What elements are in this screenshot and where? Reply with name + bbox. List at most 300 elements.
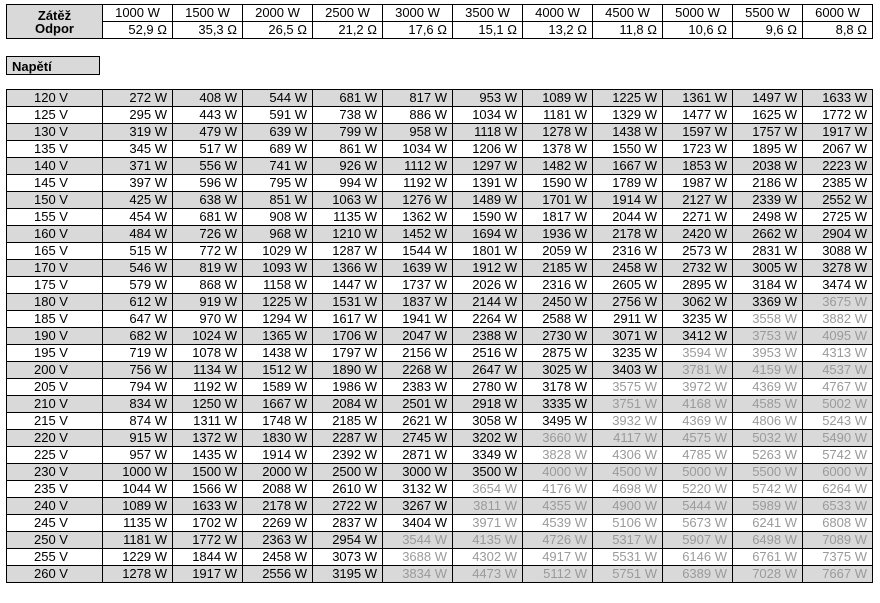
power-cell: 795 W [243, 175, 313, 192]
power-cell: 397 W [103, 175, 173, 192]
resistance-label: Odpor [35, 20, 74, 36]
power-cell: 1438 W [593, 124, 663, 141]
power-cell: 5742 W [733, 481, 803, 498]
power-cell: 1294 W [243, 311, 313, 328]
voltage-cell: 180 V [7, 294, 103, 311]
power-cell: 4355 W [523, 498, 593, 515]
power-cell: 3654 W [453, 481, 523, 498]
power-cell: 2067 W [803, 141, 873, 158]
power-cell: 1210 W [313, 226, 383, 243]
power-cell: 6389 W [663, 566, 733, 583]
power-cell: 819 W [173, 260, 243, 277]
resistance-value: 10,6 Ω [663, 22, 733, 39]
power-cell: 6808 W [803, 515, 873, 532]
power-cell: 1181 W [103, 532, 173, 549]
power-cell: 861 W [313, 141, 383, 158]
load-value: 3000 W [383, 5, 453, 22]
power-cell: 689 W [243, 141, 313, 158]
power-cell: 2127 W [663, 192, 733, 209]
power-cell: 1158 W [243, 277, 313, 294]
power-cell: 2500 W [313, 464, 383, 481]
power-cell: 2186 W [733, 175, 803, 192]
voltage-cell: 175 V [7, 277, 103, 294]
power-cell: 2084 W [313, 396, 383, 413]
power-cell: 4767 W [803, 379, 873, 396]
power-cell: 3195 W [313, 566, 383, 583]
power-cell: 4900 W [593, 498, 663, 515]
power-cell: 2911 W [593, 311, 663, 328]
power-cell: 1361 W [663, 90, 733, 107]
power-cell: 3753 W [733, 328, 803, 345]
power-cell: 3544 W [383, 532, 453, 549]
power-cell: 2047 W [383, 328, 453, 345]
power-cell: 4302 W [453, 549, 523, 566]
power-cell: 5490 W [803, 430, 873, 447]
power-cell: 968 W [243, 226, 313, 243]
power-cell: 886 W [383, 107, 453, 124]
table-row [7, 209, 873, 226]
power-cell: 1482 W [523, 158, 593, 175]
load-value: 2000 W [243, 5, 313, 22]
power-cell: 272 W [103, 90, 173, 107]
table-row [7, 379, 873, 396]
power-cell: 4306 W [593, 447, 663, 464]
table-row [7, 566, 873, 583]
power-cell: 1372 W [173, 430, 243, 447]
power-cell: 1633 W [173, 498, 243, 515]
power-cell: 2501 W [383, 396, 453, 413]
power-cell: 2605 W [593, 277, 663, 294]
power-cell: 4135 W [453, 532, 523, 549]
power-cell: 4369 W [663, 413, 733, 430]
power-cell: 6761 W [733, 549, 803, 566]
resistance-value: 15,1 Ω [453, 22, 523, 39]
power-cell: 6000 W [803, 464, 873, 481]
load-value: 2500 W [313, 5, 383, 22]
power-cell: 2223 W [803, 158, 873, 175]
power-cell: 3828 W [523, 447, 593, 464]
table-row [7, 90, 873, 107]
resistance-value: 9,6 Ω [733, 22, 803, 39]
power-cell: 957 W [103, 447, 173, 464]
power-cell: 2904 W [803, 226, 873, 243]
power-cell: 1078 W [173, 345, 243, 362]
power-cell: 2498 W [733, 209, 803, 226]
power-cell: 1566 W [173, 481, 243, 498]
power-cell: 772 W [173, 243, 243, 260]
power-cell: 2895 W [663, 277, 733, 294]
power-cell: 1297 W [453, 158, 523, 175]
power-cell: 1544 W [383, 243, 453, 260]
power-cell: 3178 W [523, 379, 593, 396]
load-resistance-header-table [6, 4, 873, 39]
power-cell: 1589 W [243, 379, 313, 396]
power-cell: 1225 W [243, 294, 313, 311]
power-cell: 2722 W [313, 498, 383, 515]
power-cell: 1112 W [383, 158, 453, 175]
power-cell: 7089 W [803, 532, 873, 549]
power-cell: 5317 W [593, 532, 663, 549]
voltage-cell: 130 V [7, 124, 103, 141]
power-cell: 1914 W [243, 447, 313, 464]
power-cell: 1044 W [103, 481, 173, 498]
power-cell: 544 W [243, 90, 313, 107]
power-cell: 6498 W [733, 532, 803, 549]
power-cell: 2392 W [313, 447, 383, 464]
power-cell: 3132 W [383, 481, 453, 498]
power-cell: 4698 W [593, 481, 663, 498]
table-row [7, 430, 873, 447]
power-cell: 799 W [313, 124, 383, 141]
power-cell: 5002 W [803, 396, 873, 413]
voltage-cell: 140 V [7, 158, 103, 175]
power-cell: 1118 W [453, 124, 523, 141]
power-cell: 2388 W [453, 328, 523, 345]
resistance-value: 35,3 Ω [173, 22, 243, 39]
table-row [7, 141, 873, 158]
power-cell: 1890 W [313, 362, 383, 379]
power-cell: 4537 W [803, 362, 873, 379]
power-cell: 3278 W [803, 260, 873, 277]
power-cell: 2725 W [803, 209, 873, 226]
load-value: 3500 W [453, 5, 523, 22]
power-cell: 5742 W [803, 447, 873, 464]
power-cell: 5220 W [663, 481, 733, 498]
power-cell: 1278 W [103, 566, 173, 583]
power-cell: 1391 W [453, 175, 523, 192]
power-cell: 3972 W [663, 379, 733, 396]
power-cell: 4917 W [523, 549, 593, 566]
power-cell: 3335 W [523, 396, 593, 413]
power-cell: 1278 W [523, 124, 593, 141]
voltage-cell: 185 V [7, 311, 103, 328]
power-cell: 2264 W [453, 311, 523, 328]
power-cell: 1590 W [523, 175, 593, 192]
power-cell: 1936 W [523, 226, 593, 243]
power-cell: 6533 W [803, 498, 873, 515]
power-cell: 2088 W [243, 481, 313, 498]
power-table [6, 89, 873, 583]
power-cell: 7375 W [803, 549, 873, 566]
power-cell: 3267 W [383, 498, 453, 515]
power-cell: 1986 W [313, 379, 383, 396]
power-cell: 1029 W [243, 243, 313, 260]
load-value: 4500 W [593, 5, 663, 22]
load-value: 6000 W [803, 5, 873, 22]
voltage-cell: 215 V [7, 413, 103, 430]
table-row [7, 481, 873, 498]
power-cell: 6241 W [733, 515, 803, 532]
power-cell: 1089 W [523, 90, 593, 107]
power-cell: 3058 W [453, 413, 523, 430]
power-cell: 546 W [103, 260, 173, 277]
power-cell: 1329 W [593, 107, 663, 124]
power-cell: 4806 W [733, 413, 803, 430]
power-cell: 738 W [313, 107, 383, 124]
power-cell: 2044 W [593, 209, 663, 226]
power-cell: 1757 W [733, 124, 803, 141]
power-cell: 5673 W [663, 515, 733, 532]
power-cell: 1276 W [383, 192, 453, 209]
power-cell: 953 W [453, 90, 523, 107]
power-cell: 2875 W [523, 345, 593, 362]
power-cell: 1597 W [663, 124, 733, 141]
power-cell: 1311 W [173, 413, 243, 430]
power-cell: 4785 W [663, 447, 733, 464]
power-cell: 6264 W [803, 481, 873, 498]
power-cell: 681 W [313, 90, 383, 107]
table-row [7, 396, 873, 413]
power-cell: 1452 W [383, 226, 453, 243]
power-cell: 3575 W [593, 379, 663, 396]
power-cell: 5907 W [663, 532, 733, 549]
power-cell: 1378 W [523, 141, 593, 158]
power-cell: 794 W [103, 379, 173, 396]
power-cell: 4313 W [803, 345, 873, 362]
power-cell: 1435 W [173, 447, 243, 464]
table-row [7, 549, 873, 566]
power-cell: 2458 W [243, 549, 313, 566]
power-cell: 741 W [243, 158, 313, 175]
voltage-cell: 125 V [7, 107, 103, 124]
power-cell: 1667 W [593, 158, 663, 175]
power-cell: 4176 W [523, 481, 593, 498]
power-cell: 1512 W [243, 362, 313, 379]
power-cell: 2573 W [663, 243, 733, 260]
power-cell: 1063 W [313, 192, 383, 209]
power-cell: 2756 W [593, 294, 663, 311]
voltage-cell: 245 V [7, 515, 103, 532]
power-cell: 556 W [173, 158, 243, 175]
load-value: 1000 W [103, 5, 173, 22]
power-cell: 5531 W [593, 549, 663, 566]
power-cell: 1941 W [383, 311, 453, 328]
power-cell: 1837 W [383, 294, 453, 311]
power-cell: 3088 W [803, 243, 873, 260]
voltage-cell: 230 V [7, 464, 103, 481]
power-cell: 1639 W [383, 260, 453, 277]
voltage-cell: 210 V [7, 396, 103, 413]
power-cell: 851 W [243, 192, 313, 209]
power-cell: 3558 W [733, 311, 803, 328]
power-cell: 1748 W [243, 413, 313, 430]
power-cell: 2831 W [733, 243, 803, 260]
voltage-cell: 120 V [7, 90, 103, 107]
table-row [7, 260, 873, 277]
power-cell: 3495 W [523, 413, 593, 430]
power-cell: 647 W [103, 311, 173, 328]
power-cell: 425 W [103, 192, 173, 209]
power-cell: 2316 W [523, 277, 593, 294]
power-cell: 1531 W [313, 294, 383, 311]
power-cell: 3412 W [663, 328, 733, 345]
power-cell: 1250 W [173, 396, 243, 413]
table-row [7, 498, 873, 515]
power-cell: 3073 W [313, 549, 383, 566]
load-value: 1500 W [173, 5, 243, 22]
power-cell: 2185 W [523, 260, 593, 277]
power-cell: 834 W [103, 396, 173, 413]
power-cell: 515 W [103, 243, 173, 260]
table-row [7, 532, 873, 549]
power-cell: 5500 W [733, 464, 803, 481]
power-cell: 1694 W [453, 226, 523, 243]
voltage-cell: 150 V [7, 192, 103, 209]
power-cell: 2059 W [523, 243, 593, 260]
power-cell: 2271 W [663, 209, 733, 226]
power-cell: 1500 W [173, 464, 243, 481]
power-cell: 1789 W [593, 175, 663, 192]
voltage-cell: 235 V [7, 481, 103, 498]
table-row [7, 124, 873, 141]
power-cell: 3000 W [383, 464, 453, 481]
power-cell: 1830 W [243, 430, 313, 447]
power-cell: 4117 W [593, 430, 663, 447]
power-cell: 1477 W [663, 107, 733, 124]
power-cell: 1287 W [313, 243, 383, 260]
power-cell: 639 W [243, 124, 313, 141]
power-cell: 1225 W [593, 90, 663, 107]
load-row [7, 5, 873, 22]
power-cell: 1135 W [313, 209, 383, 226]
voltage-cell: 195 V [7, 345, 103, 362]
power-cell: 2316 W [593, 243, 663, 260]
power-cell: 1772 W [173, 532, 243, 549]
power-cell: 2339 W [733, 192, 803, 209]
power-cell: 3005 W [733, 260, 803, 277]
power-cell: 2610 W [313, 481, 383, 498]
power-cell: 596 W [173, 175, 243, 192]
voltage-cell: 145 V [7, 175, 103, 192]
power-cell: 4168 W [663, 396, 733, 413]
table-row [7, 158, 873, 175]
power-cell: 2450 W [523, 294, 593, 311]
resistance-value: 21,2 Ω [313, 22, 383, 39]
resistance-value: 13,2 Ω [523, 22, 593, 39]
power-cell: 3369 W [733, 294, 803, 311]
power-cell: 2178 W [593, 226, 663, 243]
power-cell: 1365 W [243, 328, 313, 345]
power-cell: 2647 W [453, 362, 523, 379]
power-cell: 612 W [103, 294, 173, 311]
power-cell: 1702 W [173, 515, 243, 532]
power-cell: 1093 W [243, 260, 313, 277]
power-cell: 579 W [103, 277, 173, 294]
power-cell: 5243 W [803, 413, 873, 430]
power-cell: 2038 W [733, 158, 803, 175]
resistance-value: 11,8 Ω [593, 22, 663, 39]
voltage-cell: 220 V [7, 430, 103, 447]
power-cell: 1797 W [313, 345, 383, 362]
power-cell: 5444 W [663, 498, 733, 515]
power-cell: 1625 W [733, 107, 803, 124]
power-cell: 5000 W [663, 464, 733, 481]
power-cell: 1034 W [383, 141, 453, 158]
power-cell: 2000 W [243, 464, 313, 481]
power-cell: 1844 W [173, 549, 243, 566]
power-cell: 1192 W [383, 175, 453, 192]
power-cell: 371 W [103, 158, 173, 175]
voltage-cell: 225 V [7, 447, 103, 464]
power-cell: 682 W [103, 328, 173, 345]
power-cell: 1438 W [243, 345, 313, 362]
resistance-value: 52,9 Ω [103, 22, 173, 39]
power-cell: 1701 W [523, 192, 593, 209]
power-cell: 681 W [173, 209, 243, 226]
power-cell: 1772 W [803, 107, 873, 124]
table-row [7, 107, 873, 124]
power-cell: 2954 W [313, 532, 383, 549]
power-cell: 1229 W [103, 549, 173, 566]
voltage-cell: 170 V [7, 260, 103, 277]
power-cell: 517 W [173, 141, 243, 158]
voltage-cell: 155 V [7, 209, 103, 226]
power-cell: 1817 W [523, 209, 593, 226]
power-cell: 1000 W [103, 464, 173, 481]
voltage-cell: 205 V [7, 379, 103, 396]
power-cell: 5032 W [733, 430, 803, 447]
power-cell: 2268 W [383, 362, 453, 379]
power-cell: 4575 W [663, 430, 733, 447]
power-cell: 1550 W [593, 141, 663, 158]
power-cell: 1633 W [803, 90, 873, 107]
power-cell: 3811 W [453, 498, 523, 515]
power-cell: 1895 W [733, 141, 803, 158]
power-cell: 3235 W [593, 345, 663, 362]
power-cell: 1853 W [663, 158, 733, 175]
power-cell: 1135 W [103, 515, 173, 532]
power-cell: 2780 W [453, 379, 523, 396]
power-cell: 3235 W [663, 311, 733, 328]
power-cell: 2552 W [803, 192, 873, 209]
table-row [7, 515, 873, 532]
power-cell: 1362 W [383, 209, 453, 226]
power-cell: 1590 W [453, 209, 523, 226]
table-row [7, 294, 873, 311]
power-cell: 1489 W [453, 192, 523, 209]
power-cell: 4726 W [523, 532, 593, 549]
table-row [7, 277, 873, 294]
power-cell: 1034 W [453, 107, 523, 124]
power-cell: 817 W [383, 90, 453, 107]
power-cell: 4159 W [733, 362, 803, 379]
power-cell: 1917 W [173, 566, 243, 583]
power-cell: 3953 W [733, 345, 803, 362]
power-cell: 3688 W [383, 549, 453, 566]
power-cell: 5106 W [593, 515, 663, 532]
voltage-cell: 190 V [7, 328, 103, 345]
power-cell: 6146 W [663, 549, 733, 566]
load-value: 4000 W [523, 5, 593, 22]
power-cell: 1667 W [243, 396, 313, 413]
power-cell: 908 W [243, 209, 313, 226]
power-cell: 3660 W [523, 430, 593, 447]
power-cell: 958 W [383, 124, 453, 141]
table-row [7, 175, 873, 192]
power-cell: 5112 W [523, 566, 593, 583]
power-cell: 591 W [243, 107, 313, 124]
power-cell: 1723 W [663, 141, 733, 158]
voltage-cell: 135 V [7, 141, 103, 158]
resistance-row [7, 22, 873, 39]
voltage-cell: 200 V [7, 362, 103, 379]
power-cell: 2730 W [523, 328, 593, 345]
power-cell: 443 W [173, 107, 243, 124]
power-cell: 1089 W [103, 498, 173, 515]
power-cell: 5989 W [733, 498, 803, 515]
power-cell: 2732 W [663, 260, 733, 277]
power-cell: 4369 W [733, 379, 803, 396]
